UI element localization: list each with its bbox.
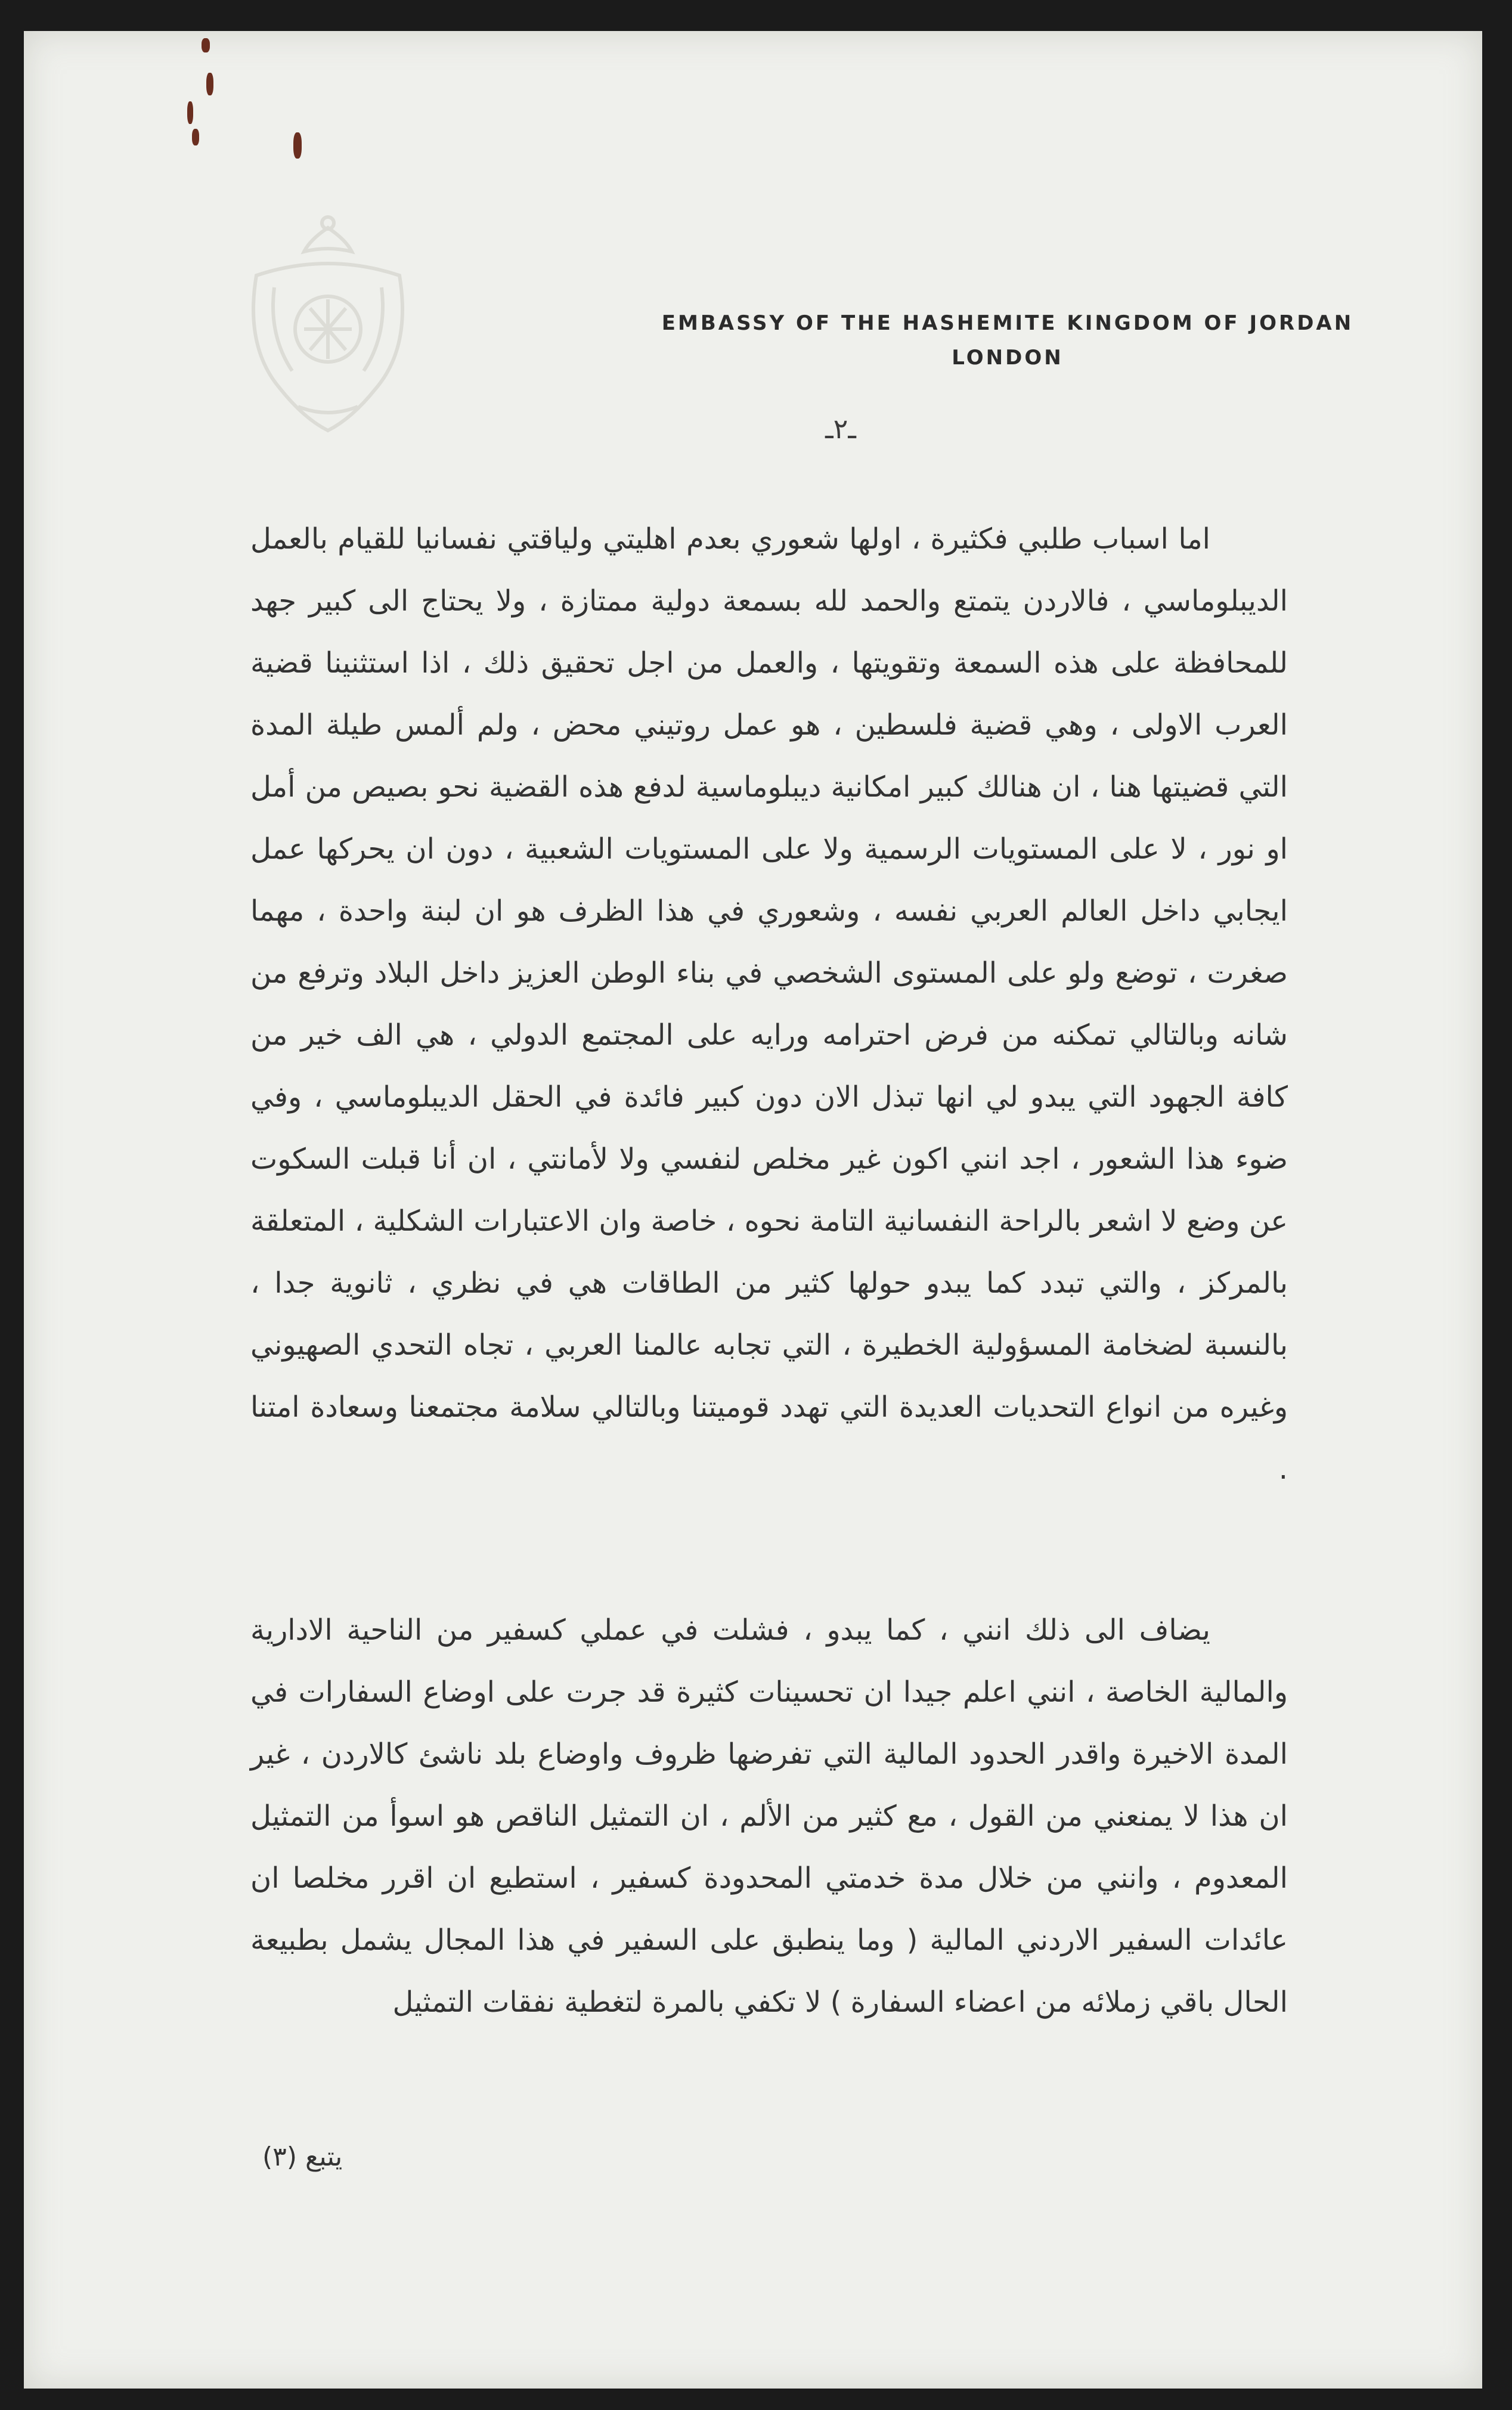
ink-stain <box>206 73 213 95</box>
ink-stain <box>192 129 199 145</box>
letterhead-city: LONDON <box>952 346 1064 370</box>
ink-stain <box>202 38 210 52</box>
letterhead-title: EMBASSY OF THE HASHEMITE KINGDOM OF JORDAN <box>661 311 1354 335</box>
ink-stain <box>187 101 193 124</box>
embossed-crest-icon <box>233 210 423 448</box>
ink-stain <box>293 132 302 159</box>
body-paragraph: يضاف الى ذلك انني ، كما يبدو ، فشلت في عملي كسفير من الناحية الادارية والمالية الخاصة ، انني اعلم جيدا ان تحسينات كثيرة قد جرت على اوضاع السفارات في المدة الاخيرة واقدر الحدود المالية التي تفرضها ظروف واوضاع بلد ناشئ كالاردن ، غير ان هذا لا يمنعني من القول ، مع كثير من الألم ، ان التمثيل الناقص هو اسوأ من التمثيل المعدوم ، وانني من خلال مدة خدمتي المحدودة كسفير ، استطيع ان اقرر مخلصا ان عائدات السفير الاردني المالية ( وما ينطبق على السفير في هذا المجال يشمل بطبيعة الحال باقي زملائه من اعضاء السفارة ) لا تكفي بالمرة لتغطية نفقات التمثيل <box>250 1613 1288 2019</box>
page-number: ـ٢ـ <box>825 413 856 445</box>
continuation-note: يتبع (٣) <box>262 2142 343 2172</box>
body-paragraph: اما اسباب طلبي فكثيرة ، اولها شعوري بعدم اهليتي ولياقتي نفسانيا للقيام بالعمل الديبلوماسي ، فالاردن يتمتع والحمد لله بسمعة دولية ممتازة ، ولا يحتاج الى كبير جهد للمحافظة على هذه السمعة وتقويتها ، والعمل من اجل تحقيق ذلك ، اذا استثنينا قضية العرب الاولى ، وهي قضية فلسطين ، هو عمل روتيني محض ، ولم ألمس طيلة المدة التي قضيتها هنا ، ان هنالك كبير امكانية ديبلوماسية لدفع هذه القضية نحو بصيص من أمل او نور ، لا على المستويات الرسمية ولا على المستويات الشعبية ، دون ان يحركها عمل ايجابي داخل العالم العربي نفسه ، وشعوري في هذا الظرف هو ان لبنة واحدة ، مهما صغرت ، توضع ولو على المستوى الشخصي في بناء الوطن العزيز داخل البلاد وترفع من شانه وبالتالي تمكنه من فرض احترامه ورايه على المجتمع الدولي ، هي الف خير من كافة الجهود التي يبدو لي انها تبذل الان دون كبير فائدة في الحقل الديبلوماسي ، وفي ضوء هذا الشعور ، اجد انني اكون غير مخلص لنفسي ولا لأمانتي ، ان أنا قبلت السكوت عن وضع لا اشعر بالراحة النفسانية التامة نحوه ، خاصة وان الاعتبارات الشكلية ، المتعلقة بالمركز ، والتي تبدد كما يبدو حولها كثير من الطاقات هي في نظري ، ثانوية جدا ، بالنسبة لضخامة المسؤولية الخطيرة ، التي تجابه عالمنا العربي ، تجاه التحدي الصهيوني وغيره من انواع التحديات العديدة التي تهدد قوميتنا وبالتالي سلامة مجتمعنا وسعادة امتنا . <box>250 522 1288 1486</box>
document-page <box>24 31 1482 2389</box>
